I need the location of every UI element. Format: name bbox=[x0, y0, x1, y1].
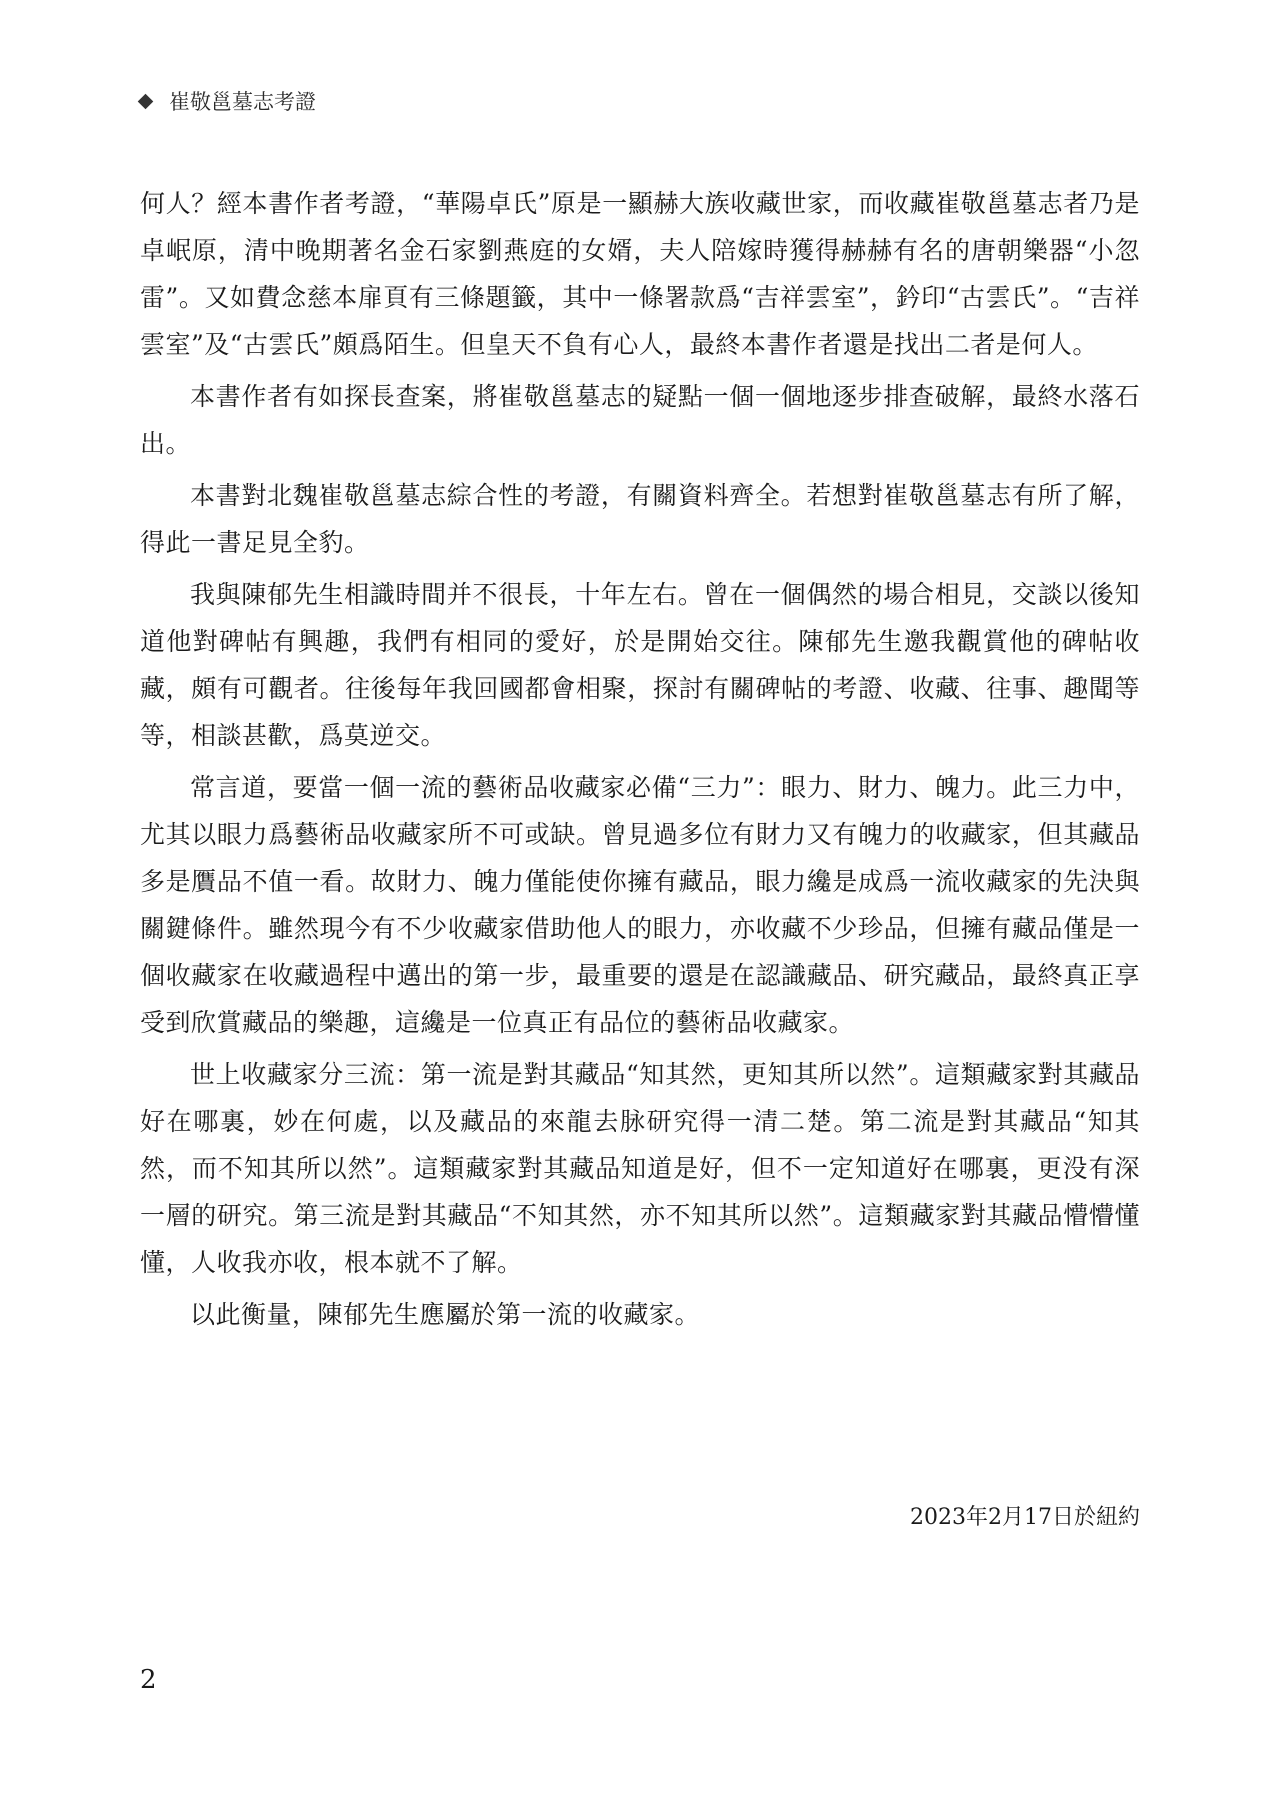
page-number: 2 bbox=[140, 1665, 157, 1695]
paragraph: 本書作者有如探長查案，將崔敬邕墓志的疑點一個一個地逐步排查破解，最終水落石出。 bbox=[140, 382, 1140, 458]
body-text bbox=[140, 180, 1140, 1343]
paragraph: 常言道，要當一個一流的藝術品收藏家必備“三力”：眼力、財力、魄力。此三力中，尤其以眼力爲藝術品收藏家所不可或缺。曾見過多位有財力又有魄力的收藏家，但其藏品多是贋品不值一看。故財力、魄力僅能使你擁有藏品，眼力纔是成爲一流收藏家的先決與關鍵條件。雖然現今有不少收藏家借助他人的眼力，亦收藏不少珍品，但擁有藏品僅是一個收藏家在收藏過程中邁出的第一步，最重要的還是在認識藏品、研究藏品，最終真正享受到欣賞藏品的樂趣，這纔是一位真正有品位的藝術品收藏家。 bbox=[140, 773, 1140, 1037]
paragraph: 我與陳郁先生相識時間并不很長，十年左右。曾在一個偶然的場合相見，交談以後知道他對碑帖有興趣，我們有相同的愛好，於是開始交往。陳郁先生邀我觀賞他的碑帖收藏，頗有可觀者。往後每年我回國都會相聚，探討有關碑帖的考證、收藏、往事、趣聞等等，相談甚歡，爲莫逆交。 bbox=[140, 580, 1140, 750]
paragraph: 本書對北魏崔敬邕墓志綜合性的考證，有關資料齊全。若想對崔敬邕墓志有所了解，得此一書足見全豹。 bbox=[140, 481, 1140, 557]
paragraph-continued: 何人？經本書作者考證，“華陽卓氏”原是一顯赫大族收藏世家，而收藏崔敬邕墓志者乃是卓岷原，清中晚期著名金石家劉燕庭的女婿，夫人陪嫁時獲得赫赫有名的唐朝樂器“小忽雷”。又如費念慈本扉頁有三條題籤，其中一條署款爲“吉祥雲室”，鈐印“古雲氏”。“吉祥雲室”及“古雲氏”頗爲陌生。但皇天不負有心人，最終本書作者還是找出二者是何人。 bbox=[140, 189, 1140, 359]
signature-date: 2023年2月17日於紐約 bbox=[910, 1505, 1140, 1530]
header-title: 崔敬邕墓志考證 bbox=[169, 90, 316, 114]
paragraph: 世上收藏家分三流：第一流是對其藏品“知其然，更知其所以然”。這類藏家對其藏品好在哪裏，妙在何處，以及藏品的來龍去脉研究得一清二楚。第二流是對其藏品“知其然，而不知其所以然”。這類藏家對其藏品知道是好，但不一定知道好在哪裏，更没有深一層的研究。第三流是對其藏品“不知其然，亦不知其所以然”。這類藏家對其藏品懵懵懂懂，人收我亦收，根本就不了解。 bbox=[140, 1060, 1140, 1277]
paragraph: 以此衡量，陳郁先生應屬於第一流的收藏家。 bbox=[190, 1300, 701, 1329]
diamond-bullet-icon bbox=[138, 93, 154, 109]
running-header bbox=[140, 86, 316, 116]
